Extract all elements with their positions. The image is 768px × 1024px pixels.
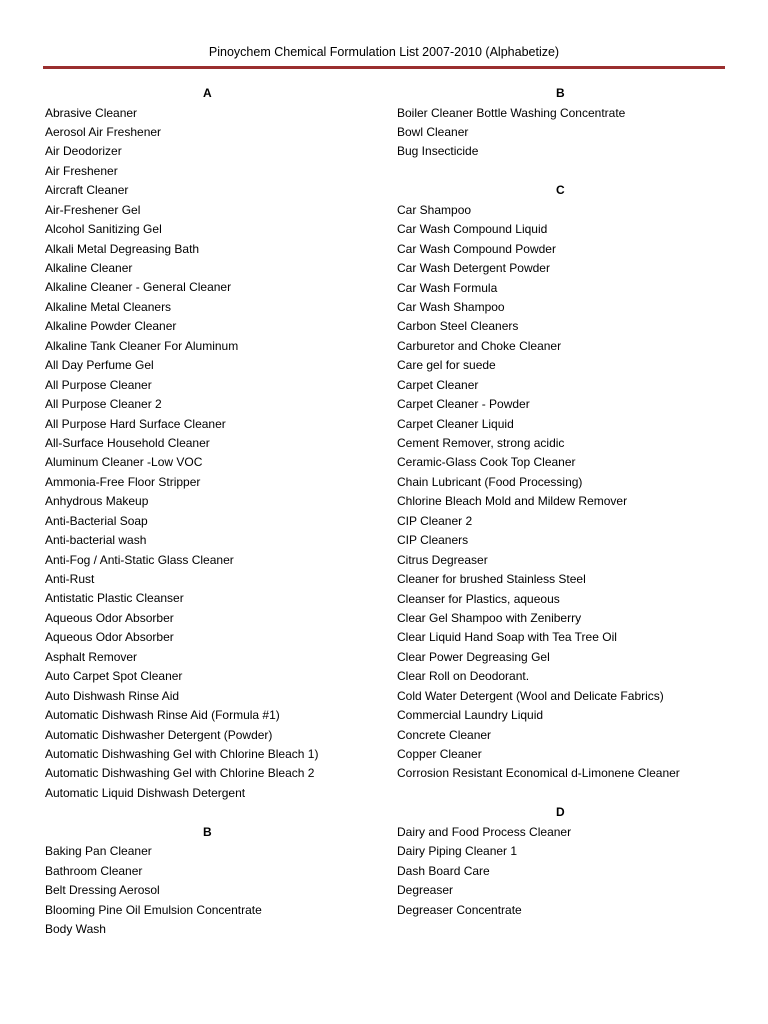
- list-item: Automatic Dishwashing Gel with Chlorine Bleach 1): [45, 746, 319, 761]
- list-item: CIP Cleaners: [397, 533, 469, 548]
- list-item: Air Deodorizer: [45, 144, 122, 159]
- list-item: Alkaline Tank Cleaner For Aluminum: [45, 338, 239, 353]
- list-item: Baking Pan Cleaner: [45, 844, 152, 859]
- list-item: Anti-Fog / Anti-Static Glass Cleaner: [45, 552, 234, 567]
- list-item: Auto Dishwash Rinse Aid: [45, 688, 180, 703]
- list-item: All-Surface Household Cleaner: [45, 435, 210, 450]
- list-item: Care gel for suede: [397, 358, 496, 373]
- list-item: Carbon Steel Cleaners: [397, 319, 519, 334]
- list-item: Asphalt Remover: [45, 649, 138, 664]
- list-item: Air-Freshener Gel: [45, 202, 141, 217]
- section-letter-d: D: [556, 805, 565, 820]
- section-letter-c: C: [556, 183, 565, 198]
- list-item: All Day Perfume Gel: [45, 358, 154, 373]
- list-item: Clear Liquid Hand Soap with Tea Tree Oil: [397, 630, 617, 645]
- list-item: Automatic Dishwashing Gel with Chlorine Bleach 2: [45, 766, 315, 781]
- list-item: Dairy Piping Cleaner 1: [397, 844, 518, 859]
- section-letter-b: B: [556, 86, 565, 100]
- left-column: [45, 84, 375, 939]
- list-item: Anhydrous Makeup: [45, 494, 149, 509]
- list-item: Alkali Metal Degreasing Bath: [45, 241, 200, 256]
- section-spacer: [397, 162, 737, 181]
- list-item: Degreaser Concentrate: [397, 902, 522, 917]
- list-item: Degreaser: [397, 883, 454, 898]
- list-item: Belt Dressing Aerosol: [45, 883, 160, 898]
- list-item: Car Wash Detergent Powder: [397, 261, 550, 276]
- list-item: Clear Power Degreasing Gel: [397, 649, 550, 664]
- list-item: Automatic Dishwasher Detergent (Powder): [45, 727, 273, 742]
- list-item: Ceramic-Glass Cook Top Cleaner: [397, 455, 576, 470]
- list-item: Car Wash Formula: [397, 280, 498, 295]
- list-item: Car Wash Compound Powder: [397, 241, 556, 256]
- list-item: Alkaline Cleaner: [45, 261, 133, 275]
- list-item: Blooming Pine Oil Emulsion Concentrate: [45, 902, 262, 917]
- section-letter-a: A: [203, 86, 212, 100]
- list-item: Antistatic Plastic Cleanser: [45, 591, 184, 606]
- list-item: Citrus Degreaser: [397, 552, 488, 567]
- list-item: Aircraft Cleaner: [45, 183, 129, 198]
- list-item: All Purpose Cleaner: [45, 377, 152, 392]
- list-item: Anti-Rust: [45, 572, 95, 586]
- section-letter-b: B: [203, 824, 212, 839]
- list-item: Concrete Cleaner: [397, 727, 492, 742]
- section-spacer: [45, 803, 375, 822]
- list-item: Alcohol Sanitizing Gel: [45, 222, 162, 237]
- title-rule: [43, 66, 725, 69]
- list-item: Bathroom Cleaner: [45, 863, 143, 878]
- list-item: All Purpose Hard Surface Cleaner: [45, 416, 226, 431]
- list-item: Aerosol Air Freshener: [45, 124, 162, 139]
- list-item: Aqueous Odor Absorber: [45, 630, 174, 645]
- list-item: All Purpose Cleaner 2: [45, 397, 162, 412]
- list-item: Clear Roll on Deodorant.: [397, 669, 530, 684]
- list-item: Clear Gel Shampoo with Zeniberry: [397, 610, 582, 625]
- list-item: CIP Cleaner 2: [397, 513, 473, 528]
- list-item: Body Wash: [45, 921, 106, 936]
- list-item: Ammonia-Free Floor Stripper: [45, 474, 201, 489]
- right-column: [397, 84, 737, 920]
- list-item: Chain Lubricant (Food Processing): [397, 474, 583, 489]
- list-item: Alkaline Cleaner - General Cleaner: [45, 280, 232, 295]
- list-item: Air Freshener: [45, 163, 118, 178]
- list-item: Anti-bacterial wash: [45, 533, 147, 548]
- page-title: Pinoychem Chemical Formulation List 2007-2010 (Alphabetize): [208, 45, 560, 59]
- list-item: Carpet Cleaner: [397, 377, 479, 392]
- section-a: [45, 84, 375, 803]
- list-item: Corrosion Resistant Economical d-Limonene Cleaner: [397, 766, 680, 781]
- list-item: Auto Carpet Spot Cleaner: [45, 669, 183, 684]
- list-item: Anti-Bacterial Soap: [45, 513, 148, 528]
- list-item: Boiler Cleaner Bottle Washing Concentrate: [397, 105, 626, 120]
- list-item: Automatic Liquid Dishwash Detergent: [45, 785, 246, 800]
- section-spacer: [397, 784, 737, 803]
- list-item: Commercial Laundry Liquid: [397, 708, 544, 723]
- list-item: Dash Board Care: [397, 863, 490, 878]
- list-item: Cement Remover, strong acidic: [397, 436, 565, 450]
- list-item: Carburetor and Choke Cleaner: [397, 338, 562, 353]
- section-d: [397, 803, 737, 920]
- list-item: Carpet Cleaner Liquid: [397, 416, 514, 431]
- list-item: Alkaline Metal Cleaners: [45, 299, 172, 314]
- list-item: Chlorine Bleach Mold and Mildew Remover: [397, 494, 628, 509]
- section-b-right: [397, 84, 737, 162]
- list-item: Copper Cleaner: [397, 747, 482, 761]
- list-item: Dairy and Food Process Cleaner: [397, 824, 572, 839]
- list-item: Car Shampoo: [397, 202, 472, 217]
- list-item: Bug Insecticide: [397, 144, 479, 159]
- list-item: Cleaner for brushed Stainless Steel: [397, 572, 586, 587]
- list-item: Car Wash Compound Liquid: [397, 222, 548, 237]
- list-item: Aqueous Odor Absorber: [45, 610, 174, 625]
- section-c: [397, 181, 737, 784]
- list-item: Abrasive Cleaner: [45, 105, 138, 120]
- list-item: Bowl Cleaner: [397, 124, 469, 139]
- list-item: Cold Water Detergent (Wool and Delicate Fabrics): [397, 688, 664, 703]
- list-item: Automatic Dishwash Rinse Aid (Formula #1): [45, 708, 280, 723]
- list-item: Cleanser for Plastics, aqueous: [397, 591, 560, 606]
- list-item: Car Wash Shampoo: [397, 299, 505, 314]
- list-item: Aluminum Cleaner -Low VOC: [45, 455, 203, 470]
- section-b-left: [45, 823, 375, 940]
- list-item: Alkaline Powder Cleaner: [45, 319, 177, 334]
- list-item: Carpet Cleaner - Powder: [397, 397, 530, 412]
